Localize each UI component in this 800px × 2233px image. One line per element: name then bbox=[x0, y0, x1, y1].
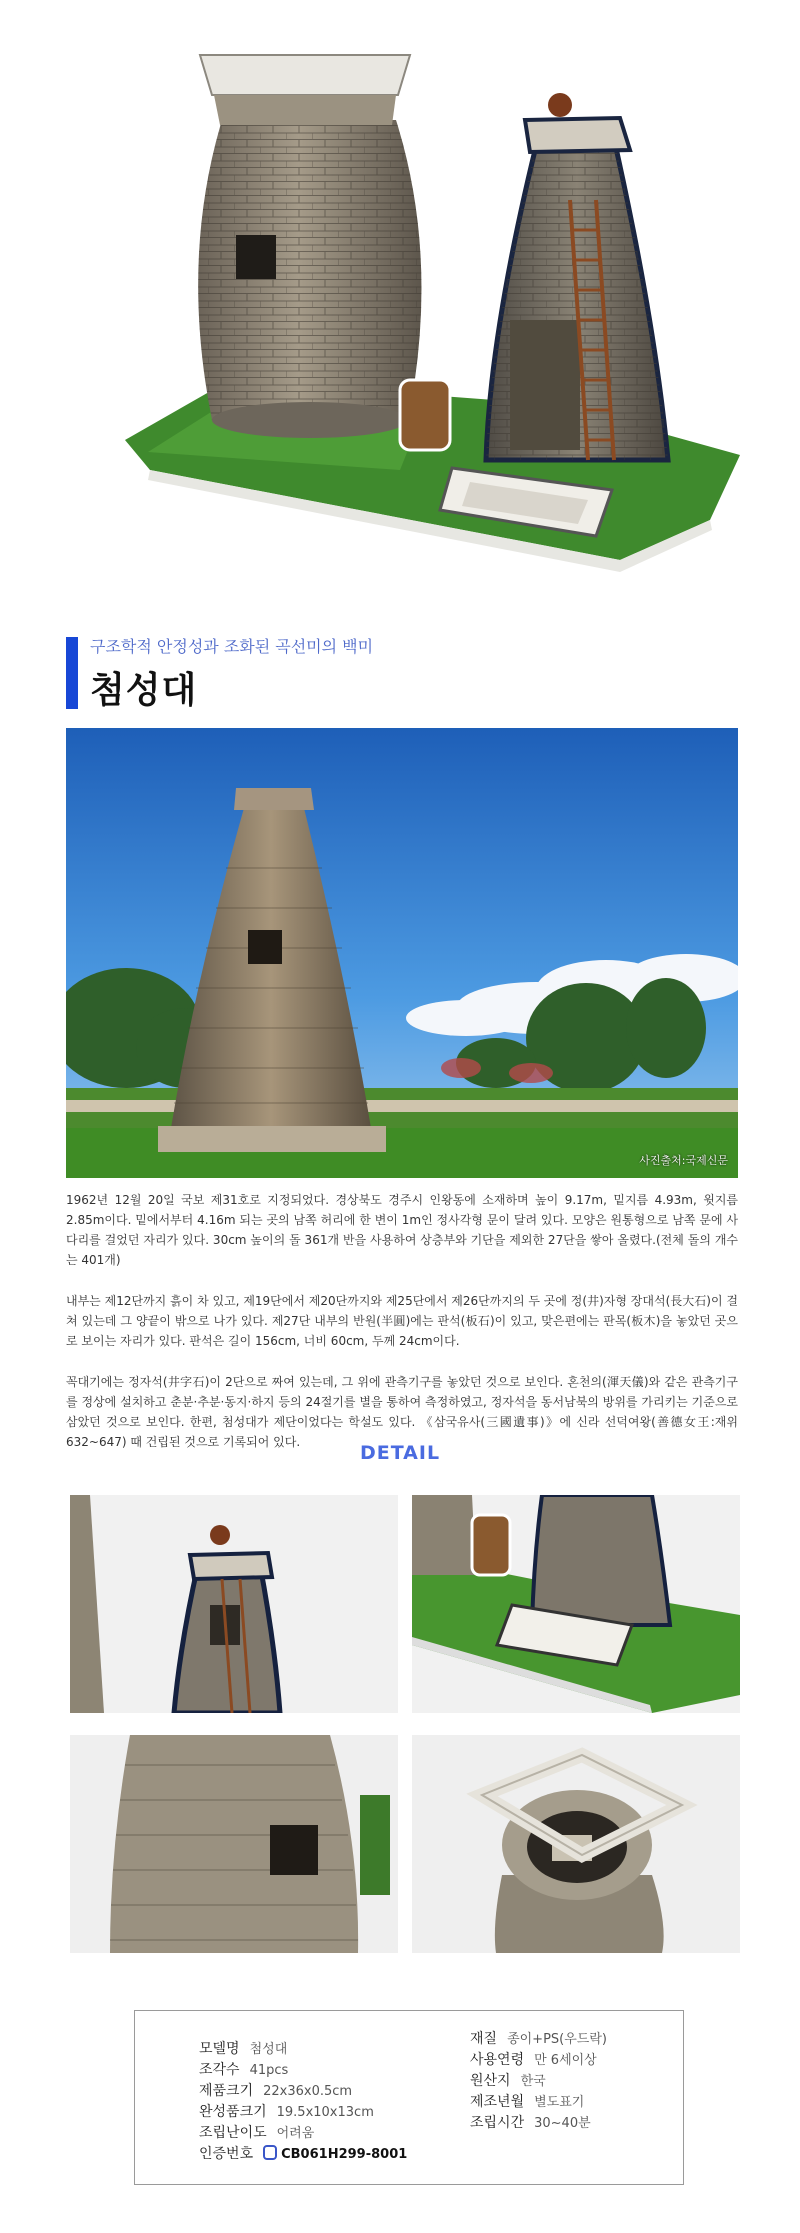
spec-row-manufacture-date: 제조년월 별도표기 bbox=[470, 2094, 585, 2110]
spec-table bbox=[134, 2010, 684, 2185]
detail-window-illustration bbox=[70, 1735, 398, 1953]
spec-row-assembly-time: 조립시간 30~40분 bbox=[470, 2115, 591, 2131]
description bbox=[66, 1190, 738, 1473]
spec-column-right bbox=[470, 2029, 607, 2134]
detail-top-tower-illustration bbox=[70, 1495, 398, 1713]
detail-top-frame-illustration bbox=[412, 1735, 740, 1953]
spec-row-difficulty: 조립난이도 어려움 bbox=[199, 2125, 315, 2141]
page-title: 첨성대 bbox=[90, 670, 198, 711]
detail-image-base-placard bbox=[412, 1495, 740, 1713]
hero-model-illustration bbox=[0, 0, 800, 590]
detail-image-top-tower bbox=[70, 1495, 398, 1713]
spec-row-model: 모델명 첨성대 bbox=[199, 2041, 288, 2057]
detail-image-top-frame bbox=[412, 1735, 740, 1953]
spec-row-product-size: 제품크기 22x36x0.5cm bbox=[199, 2083, 353, 2099]
description-paragraph: 내부는 제12단까지 흙이 차 있고, 제19단에서 제20단까지와 제25단에서 제26단까지의 두 곳에 정(井)자형 장대석(長大石)이 걸쳐 있는데 그 양끝이 밖으로 나가 있다. 제27단 내부의 반원(半圓)에는 판석(板石)이 있고, 맞은편에는 판목(板木)을 놓았던 곳으로 보이는 자리가 있다. 판석은 길이 156cm, 너비 60cm, 두께 24cm이다. bbox=[66, 1294, 738, 1348]
description-paragraph: 1962년 12월 20일 국보 제31호로 지정되었다. 경상북도 경주시 인왕동에 소재하며 높이 9.17m, 밑지름 4.93m, 윗지름 2.85m이다. 밑에서부터 4.16m 되는 곳의 남쪽 허리에 한 변이 1m인 정사각형 문이 달려 있다. 모양은 원통형으로 남쪽 문에 사다리를 걸었던 자리가 있다. 30cm 높이의 돌 361개 반을 사용하여 상층부와 기단을 제외한 27단을 쌓아 올렸다.(전체 돌의 개수는 401개) bbox=[66, 1193, 738, 1267]
detail-image-window bbox=[70, 1735, 398, 1953]
spec-row-material: 재질 종이+PS(우드락) bbox=[470, 2031, 607, 2047]
section-heading bbox=[66, 634, 736, 714]
spec-row-finished-size: 완성품크기 19.5x10x13cm bbox=[199, 2104, 374, 2120]
observatory-photo bbox=[66, 728, 738, 1178]
hero-product-image bbox=[0, 0, 800, 590]
description-paragraph: 꼭대기에는 정자석(井字石)이 2단으로 짜여 있는데, 그 위에 관측기구를 놓았던 것으로 보인다. 혼천의(渾天儀)와 같은 관측기구를 정상에 설치하고 춘분·추분·동지·하지 등의 24절기를 별을 통하여 측정하였고, 정자석을 동서남북의 방위를 가리키는 기준으로 삼았던 것으로 보인다. 한편, 첨성대가 제단이었다는 학설도 있다. 《삼국유사(三國遺事)》에 신라 선덕여왕(善德女王:재위 632~647) 때 건립된 것으로 기록되어 있다. bbox=[66, 1375, 738, 1449]
kc-certification-icon bbox=[263, 2145, 277, 2160]
spec-column-left bbox=[199, 2039, 407, 2165]
detail-title: DETAIL bbox=[359, 1442, 441, 1464]
spec-row-pieces: 조각수 41pcs bbox=[199, 2062, 289, 2078]
photo-credit: 사진출처:국제신문 bbox=[639, 1154, 728, 1167]
spec-row-age: 사용연령 만 6세이상 bbox=[470, 2052, 597, 2068]
detail-base-placard-illustration bbox=[412, 1495, 740, 1713]
spec-row-certification: 인증번호 CB061H299-8001 bbox=[199, 2146, 408, 2162]
heading-subtitle: 구조학적 안정성과 조화된 곡선미의 백미 bbox=[90, 637, 374, 656]
accent-bar bbox=[66, 637, 78, 709]
observatory-photo-illustration bbox=[66, 728, 738, 1178]
spec-row-origin: 원산지 한국 bbox=[470, 2073, 546, 2089]
